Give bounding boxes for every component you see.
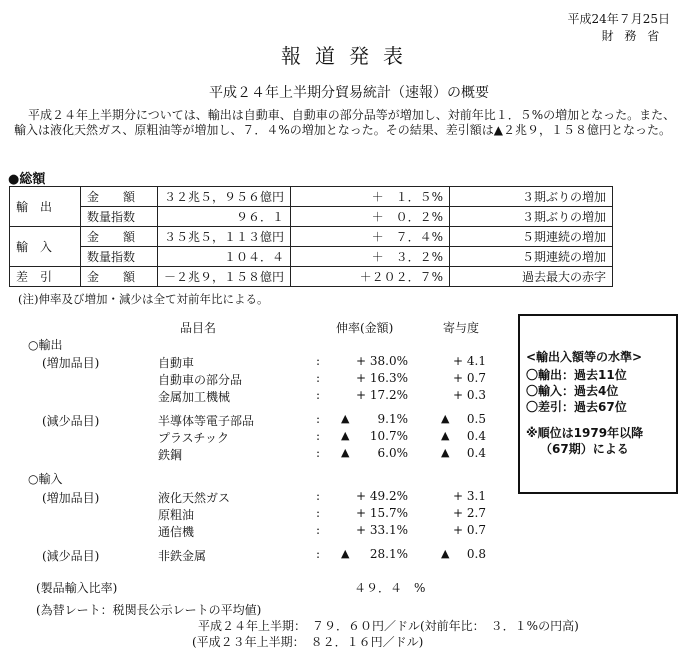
table-row <box>10 227 613 247</box>
item-contribution: + 0.7 <box>453 371 486 385</box>
row-label: 金 額 <box>81 227 158 247</box>
decrease-triangle-icon: ▲ <box>341 547 350 560</box>
page-subtitle: 平成２４年上半期分貿易統計（速報）の概要 <box>209 85 489 101</box>
item-name: 自動車の部分品 <box>158 373 243 387</box>
item-contribution: 0.8 <box>466 547 486 561</box>
table-row <box>10 267 613 287</box>
item-contribution: + 0.3 <box>453 388 486 402</box>
column-header-contrib: 寄与度 <box>443 321 480 335</box>
column-header-rate: 伸率(金額) <box>336 321 394 335</box>
row-note: ５期連続の増加 <box>450 247 613 267</box>
item-colon: : <box>316 412 321 426</box>
row-label: 数量指数 <box>81 207 158 227</box>
item-colon: : <box>316 388 321 402</box>
ranking-box <box>518 314 678 494</box>
row-label: 数量指数 <box>81 247 158 267</box>
item-colon: : <box>316 489 321 503</box>
intro-paragraph: 平成２４年上半期分については、輸出は自動車、自動車の部分品等が増加し、対前年比１．５%の増加となった。また、輸入は液化天然ガス、原粗油等が増加し、７．４%の増加となった。その結果、差引額は▲２兆９，１５８億円となった。 <box>14 108 676 137</box>
ministry-name: 財務省 <box>601 29 670 43</box>
summary-table <box>9 186 613 287</box>
fx-line-current: 平成２４年上半期： ７９．６０円／ドル(対前年比： ３．１%の円高) <box>198 619 579 633</box>
item-name: 自動車 <box>158 356 195 370</box>
row-note: ５期連続の増加 <box>450 227 613 247</box>
item-contribution: + 3.1 <box>453 489 486 503</box>
row-category: 輸 入 <box>10 227 81 267</box>
import-ratio-value: ４９．４ % <box>354 581 426 595</box>
row-change: ＋ ０．２% <box>291 207 450 227</box>
item-colon: : <box>316 547 321 561</box>
row-value: １０４．４ <box>158 247 291 267</box>
row-change: ＋ ７．４% <box>291 227 450 247</box>
import-ratio-label: (製品輸入比率) <box>36 581 118 595</box>
item-name: 半導体等電子部品 <box>158 414 255 428</box>
item-contribution: + 2.7 <box>453 506 486 520</box>
decrease-triangle-icon: ▲ <box>441 547 450 560</box>
item-contribution: + 0.7 <box>453 523 486 537</box>
item-rate: + 15.7% <box>356 506 408 520</box>
row-value: ９６．１ <box>158 207 291 227</box>
ranking-note-1: ※順位は1979年以降 <box>526 426 644 440</box>
item-name: 原粗油 <box>158 508 195 522</box>
table-row <box>10 207 613 227</box>
item-rate: 6.0% <box>377 446 408 460</box>
item-contribution: 0.4 <box>466 446 486 460</box>
item-rate: + 16.3% <box>356 371 408 385</box>
ranking-export: 〇輸出：過去11位 <box>526 368 627 382</box>
ranking-balance: 〇差引：過去67位 <box>526 400 627 414</box>
item-name: 液化天然ガス <box>158 491 231 505</box>
row-change: ＋２０２．７% <box>291 267 450 287</box>
release-date: 平成24年７月25日 <box>567 12 670 26</box>
item-rate: 10.7% <box>369 429 408 443</box>
row-note: ３期ぶりの増加 <box>450 207 613 227</box>
item-name: 非鉄金属 <box>158 549 207 563</box>
ranking-box-title: <輸出入額等の水準> <box>526 350 643 364</box>
ranking-import: 〇輸入：過去4位 <box>526 384 619 398</box>
table-row <box>10 187 613 207</box>
item-colon: : <box>316 354 321 368</box>
item-name: 鉄鋼 <box>158 448 183 462</box>
import-decrease-label: (減少品目) <box>42 549 100 563</box>
item-rate: + 49.2% <box>356 489 408 503</box>
item-colon: : <box>316 506 321 520</box>
item-colon: : <box>316 523 321 537</box>
row-label: 金 額 <box>81 187 158 207</box>
fx-line-previous: (平成２３年上半期： ８２．１６円／ドル) <box>192 635 424 649</box>
fx-label: (為替レート：税関長公示レートの平均値) <box>36 603 262 617</box>
row-note: 過去最大の赤字 <box>450 267 613 287</box>
row-category: 差 引 <box>10 267 81 287</box>
item-colon: : <box>316 371 321 385</box>
ranking-note-2: （67期）による <box>540 442 629 456</box>
decrease-triangle-icon: ▲ <box>441 412 450 425</box>
item-rate: + 33.1% <box>356 523 408 537</box>
summary-heading: ●総額 <box>8 172 46 187</box>
export-decrease-label: (減少品目) <box>42 414 100 428</box>
decrease-triangle-icon: ▲ <box>441 429 450 442</box>
row-note: ３期ぶりの増加 <box>450 187 613 207</box>
table-row <box>10 247 613 267</box>
row-category: 輸 出 <box>10 187 81 227</box>
item-rate: 9.1% <box>377 412 408 426</box>
decrease-triangle-icon: ▲ <box>341 446 350 459</box>
item-name: 金属加工機械 <box>158 390 231 404</box>
item-rate: 28.1% <box>369 547 408 561</box>
export-heading: ○輸出 <box>28 338 63 352</box>
row-label: 金 額 <box>81 267 158 287</box>
row-value: ３２兆５，９５６億円 <box>158 187 291 207</box>
row-value: ３５兆５，１１３億円 <box>158 227 291 247</box>
row-value: －２兆９，１５８億円 <box>158 267 291 287</box>
import-increase-label: (増加品目) <box>42 491 100 505</box>
export-increase-label: (増加品目) <box>42 356 100 370</box>
decrease-triangle-icon: ▲ <box>341 429 350 442</box>
item-colon: : <box>316 429 321 443</box>
column-header-item: 品目名 <box>180 321 217 335</box>
item-contribution: + 4.1 <box>453 354 486 368</box>
decrease-triangle-icon: ▲ <box>341 412 350 425</box>
item-contribution: 0.4 <box>466 429 486 443</box>
item-contribution: 0.5 <box>466 412 486 426</box>
decrease-triangle-icon: ▲ <box>441 446 450 459</box>
item-rate: + 38.0% <box>356 354 408 368</box>
row-change: ＋ ３．２% <box>291 247 450 267</box>
summary-footnote: (注)伸率及び増加・減少は全て対前年比による。 <box>18 292 269 306</box>
item-name: プラスチック <box>158 431 230 445</box>
item-colon: : <box>316 446 321 460</box>
import-heading: ○輸入 <box>28 472 63 486</box>
row-change: ＋ １．５% <box>291 187 450 207</box>
item-rate: + 17.2% <box>356 388 408 402</box>
item-name: 通信機 <box>158 525 195 539</box>
page-title: 報道発表 <box>281 44 417 68</box>
